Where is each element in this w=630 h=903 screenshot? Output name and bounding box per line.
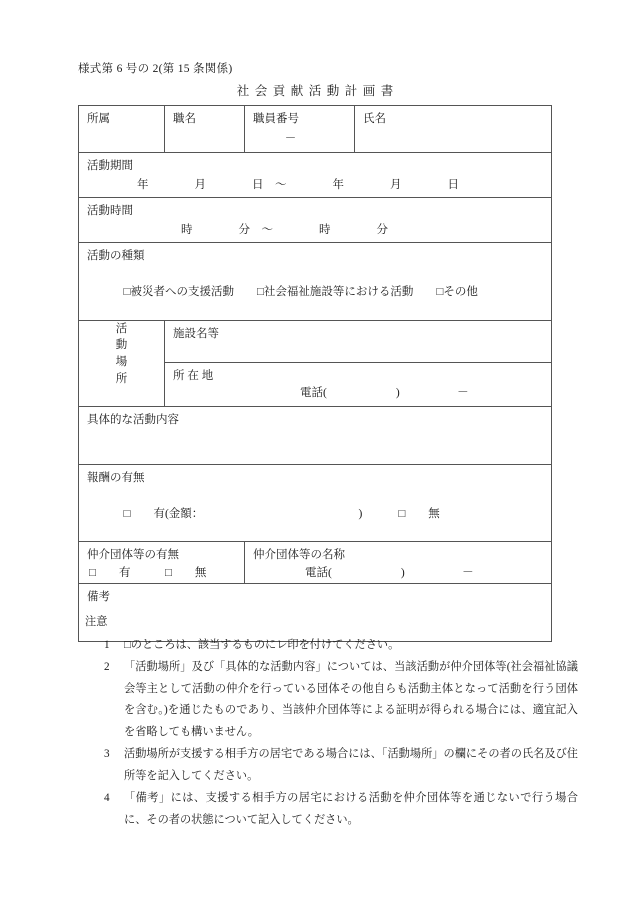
reward-options — [79, 486, 551, 541]
checkbox-reward-no[interactable]: □ 無 — [398, 507, 440, 520]
cell-specific-content[interactable] — [79, 406, 552, 464]
note-text: 活動場所が支援する相手方の居宅である場合には、「活動場所」の欄にその者の氏名及び住所等を記入してください。 — [124, 748, 578, 782]
cell-name[interactable] — [355, 106, 552, 153]
checkbox-reward-yes[interactable]: □ 有(金額： ) — [123, 507, 363, 520]
note-item — [104, 744, 578, 788]
activity-time-fields: 時 分 ～ 時 分 — [181, 223, 388, 236]
table-row-activity-kind — [79, 243, 552, 321]
notes-section — [78, 612, 578, 831]
cell-activity-period[interactable] — [79, 153, 552, 198]
remarks-label: 備考 — [87, 591, 110, 604]
cell-agency-exists — [79, 542, 245, 584]
checkbox-option-welfare-facility[interactable]: □社会福祉施設等における活動 — [256, 285, 414, 298]
table-row-activity-time — [79, 198, 552, 243]
social-contribution-plan-table — [78, 105, 552, 642]
activity-kind-options — [79, 265, 551, 320]
table-row-agency — [79, 542, 552, 584]
employee-number-label: 職員番号 — [253, 113, 299, 125]
cell-activity-time[interactable] — [79, 198, 552, 243]
note-item — [104, 635, 578, 657]
cell-facility-name[interactable] — [165, 320, 552, 362]
note-number: 1 — [104, 638, 110, 651]
position-label: 職名 — [173, 113, 196, 125]
agency-exists-options[interactable]: □ 有 □ 無 — [89, 566, 207, 579]
activity-kind-label: 活動の種類 — [87, 250, 145, 262]
note-item — [104, 788, 578, 832]
address-telephone-field: 電話( ) － — [300, 387, 469, 400]
checkbox-option-disaster-support[interactable]: □被災者への支援活動 — [123, 285, 234, 298]
facility-name-label: 施設名等 — [173, 327, 219, 340]
employee-number-dash: － — [284, 132, 297, 145]
affiliation-label: 所属 — [87, 113, 110, 125]
reward-label: 報酬の有無 — [87, 471, 145, 484]
note-number: 3 — [104, 748, 110, 761]
note-text: 「活動場所」及び「具体的な活動内容」については、当該活動が仲介団体等(社会福祉協議会等主として活動の仲介を行っている団体その他自らも活動主体となって活動を行う団体を含む。)を通じたものであり、当該仲介団体等による証明が得られる場合には、適宜記入を省略しても構いません。 — [124, 660, 578, 739]
form-number: 様式第 6 号の 2(第 15 条関係) — [78, 63, 233, 75]
activity-place-char-2: 動 — [115, 339, 128, 352]
page-title: 社会貢献活動計画書 — [236, 84, 399, 98]
activity-time-label: 活動時間 — [87, 205, 133, 217]
cell-reward — [79, 464, 552, 542]
address-label: 所 在 地 — [173, 369, 214, 382]
notes-title: 注意 — [85, 616, 108, 628]
note-item — [104, 657, 578, 744]
activity-period-label: 活動期間 — [87, 160, 133, 172]
agency-telephone-field: 電話( ) － — [305, 566, 474, 579]
activity-place-vertical-label — [79, 320, 165, 406]
note-number: 4 — [104, 791, 110, 804]
table-row-facility-name — [79, 320, 552, 362]
note-number: 2 — [104, 660, 110, 673]
cell-position[interactable] — [165, 106, 245, 153]
table-row-person — [79, 106, 552, 153]
checkbox-option-other[interactable]: □その他 — [436, 285, 478, 298]
cell-affiliation[interactable] — [79, 106, 165, 153]
cell-employee-number[interactable] — [245, 106, 355, 153]
cell-agency-name[interactable] — [245, 542, 552, 584]
table-row-specific-content — [79, 406, 552, 464]
note-text: 「備考」には、支援する相手方の居宅における活動を仲介団体等を通じないで行う場合に、その者の状態について記入してください。 — [124, 791, 578, 826]
activity-place-char-4: 所 — [115, 372, 128, 385]
activity-period-fields: 年 月 日 ～ 年 月 日 — [137, 178, 459, 191]
agency-name-label: 仲介団体等の名称 — [253, 549, 345, 562]
cell-activity-kind — [79, 243, 552, 321]
name-label: 氏名 — [363, 113, 386, 125]
table-row-reward — [79, 464, 552, 542]
activity-place-char-3: 場 — [115, 356, 128, 369]
table-row-activity-period — [79, 153, 552, 198]
specific-content-label: 具体的な活動内容 — [87, 413, 179, 426]
note-text: □のところは、該当するものにレ印を付けてください。 — [124, 638, 400, 651]
activity-place-char-1: 活 — [115, 322, 128, 335]
agency-exists-label: 仲介団体等の有無 — [87, 549, 179, 562]
cell-address[interactable] — [165, 362, 552, 406]
